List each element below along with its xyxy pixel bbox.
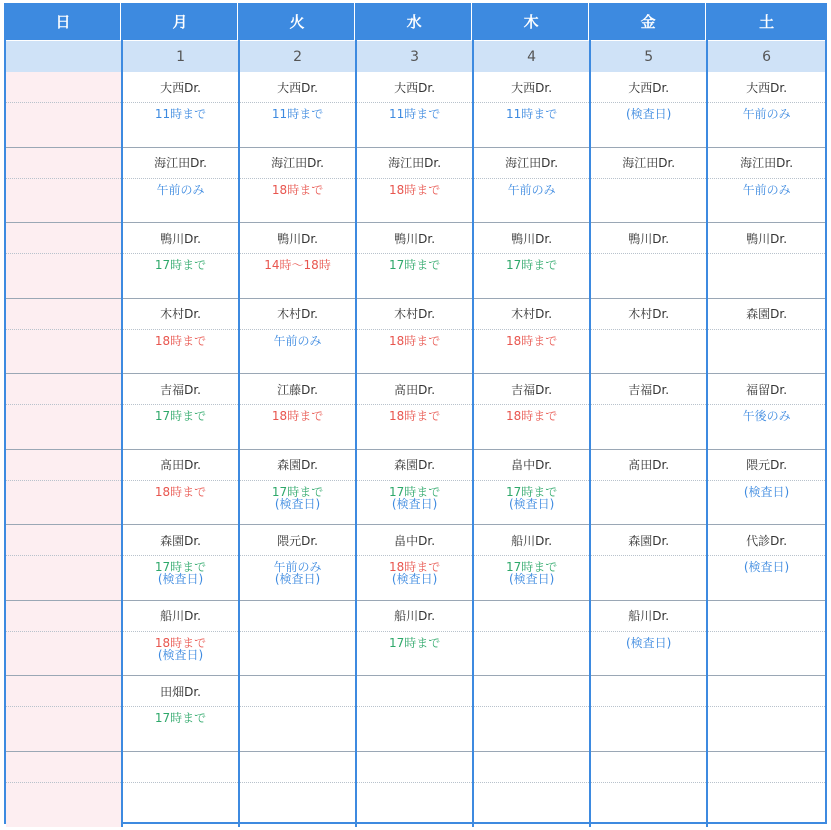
schedule-slot	[240, 752, 355, 828]
hours-note	[123, 103, 238, 120]
hours-note	[357, 481, 472, 510]
hours-note-line: 18時まで	[271, 409, 324, 423]
hours-note	[6, 556, 121, 561]
hours-note	[240, 179, 355, 196]
hours-note	[474, 707, 589, 712]
hours-note	[123, 707, 238, 724]
date-cell: 2	[240, 40, 355, 72]
hours-note-line: 14時〜18時	[264, 258, 331, 272]
doctor-name: 大西Dr.	[708, 72, 825, 103]
hours-note	[708, 103, 825, 120]
hours-note-line: 18時まで	[154, 635, 207, 650]
doctor-name: 鴨川Dr.	[474, 223, 589, 254]
doctor-name: 代診Dr.	[708, 525, 825, 556]
hours-note	[708, 632, 825, 637]
hours-note	[357, 254, 472, 271]
hours-note	[357, 632, 472, 649]
date-cell	[6, 40, 121, 72]
hours-note	[474, 405, 589, 422]
doctor-name: 大西Dr.	[240, 72, 355, 103]
date-cell: 6	[708, 40, 825, 72]
hours-note	[591, 481, 706, 486]
doctor-name	[123, 752, 238, 783]
day-header: 土	[708, 3, 825, 40]
hours-note-line: 午前のみ	[742, 182, 791, 197]
date-cell: 3	[357, 40, 472, 72]
schedule-slot	[708, 450, 825, 526]
schedule-slot	[123, 676, 238, 752]
schedule-slot	[474, 752, 589, 828]
schedule-slot	[474, 223, 589, 299]
hours-note	[591, 103, 706, 120]
schedule-slot	[474, 72, 589, 148]
schedule-slot	[591, 525, 706, 601]
schedule-slot	[474, 450, 589, 526]
schedule-slot	[591, 601, 706, 677]
hours-note	[240, 481, 355, 510]
hours-note-line: (検査日)	[274, 496, 321, 511]
schedule-slot	[591, 752, 706, 828]
hours-note	[474, 481, 589, 510]
schedule-slot	[240, 72, 355, 148]
schedule-slot	[708, 752, 825, 828]
hours-note	[591, 405, 706, 410]
hours-note	[474, 103, 589, 120]
hours-note-line: 午前のみ	[507, 182, 556, 197]
doctor-name: 田畑Dr.	[123, 676, 238, 707]
hours-note-line: 18時まで	[388, 560, 441, 574]
doctor-name	[6, 299, 121, 330]
schedule-slot	[357, 72, 472, 148]
hours-note	[591, 254, 706, 259]
hours-note	[6, 481, 121, 486]
hours-note-line: 午前のみ	[273, 333, 322, 348]
hours-note-line: 11時まで	[271, 107, 324, 121]
hours-note-line: 17時まで	[154, 409, 207, 423]
schedule-slot	[357, 374, 472, 450]
day-column	[708, 3, 825, 827]
hours-note	[6, 330, 121, 335]
hours-note	[123, 783, 238, 788]
doctor-name: 森園Dr.	[708, 299, 825, 330]
doctor-name: 江藤Dr.	[240, 374, 355, 405]
hours-note	[240, 103, 355, 120]
hours-note	[708, 556, 825, 573]
doctor-name: 鴨川Dr.	[357, 223, 472, 254]
doctor-name	[474, 676, 589, 707]
hours-note	[240, 707, 355, 712]
doctor-name	[6, 676, 121, 707]
hours-note-line: 17時まで	[154, 711, 207, 725]
hours-note	[357, 783, 472, 788]
doctor-name: 髙田Dr.	[591, 450, 706, 481]
schedule-slot	[357, 299, 472, 375]
doctor-name	[6, 148, 121, 179]
doctor-name	[240, 752, 355, 783]
hours-note	[123, 254, 238, 271]
hours-note-line: (検査日)	[157, 572, 204, 586]
schedule-slot	[240, 525, 355, 601]
hours-note	[240, 330, 355, 347]
schedule-slot	[240, 148, 355, 224]
hours-note-line: 17時まで	[505, 484, 558, 499]
hours-note-line: (検査日)	[157, 647, 204, 662]
hours-note-line: 18時まで	[154, 333, 207, 348]
doctor-name	[357, 752, 472, 783]
day-header: 月	[123, 3, 238, 40]
schedule-slot	[6, 525, 121, 601]
hours-note-line: 11時まで	[154, 107, 207, 121]
doctor-name: 海江田Dr.	[123, 148, 238, 179]
schedule-slot	[474, 676, 589, 752]
hours-note-line: 18時まで	[505, 333, 558, 348]
schedule-slot	[6, 299, 121, 375]
doctor-name: 木村Dr.	[123, 299, 238, 330]
schedule-slot	[6, 601, 121, 677]
doctor-name: 鴨川Dr.	[708, 223, 825, 254]
schedule-slot	[240, 676, 355, 752]
schedule-slot	[6, 72, 121, 148]
doctor-name	[240, 676, 355, 707]
schedule-slot	[240, 374, 355, 450]
hours-note	[474, 179, 589, 196]
schedule-grid	[4, 3, 827, 824]
doctor-name: 海江田Dr.	[357, 148, 472, 179]
schedule-slot	[357, 525, 472, 601]
schedule-slot	[123, 450, 238, 526]
hours-note	[357, 330, 472, 347]
hours-note-line: (検査日)	[743, 484, 790, 499]
doctor-name	[240, 601, 355, 632]
schedule-slot	[357, 450, 472, 526]
hours-note-line: (検査日)	[391, 496, 438, 511]
doctor-name	[6, 223, 121, 254]
day-column	[6, 3, 123, 827]
schedule-slot	[591, 374, 706, 450]
hours-note	[708, 330, 825, 335]
day-header: 日	[6, 3, 121, 40]
day-header: 火	[240, 3, 355, 40]
schedule-slot	[123, 72, 238, 148]
doctor-name: 森園Dr.	[123, 525, 238, 556]
doctor-name	[6, 601, 121, 632]
schedule-slot	[6, 752, 121, 828]
hours-note-line: (検査日)	[508, 572, 555, 586]
schedule-slot	[591, 450, 706, 526]
doctor-name: 森園Dr.	[591, 525, 706, 556]
hours-note	[123, 179, 238, 196]
hours-note	[708, 783, 825, 788]
hours-note	[708, 481, 825, 498]
doctor-name	[6, 72, 121, 103]
schedule-slot	[123, 223, 238, 299]
doctor-name: 鴨川Dr.	[240, 223, 355, 254]
doctor-name: 船川Dr.	[357, 601, 472, 632]
hours-note-line: 17時まで	[388, 258, 441, 272]
hours-note	[591, 632, 706, 649]
hours-note	[123, 481, 238, 498]
schedule-slot	[474, 299, 589, 375]
hours-note-line: (検査日)	[625, 107, 672, 121]
hours-note-line: 18時まで	[271, 182, 324, 197]
hours-note	[123, 330, 238, 347]
doctor-name: 隈元Dr.	[240, 525, 355, 556]
doctor-name	[6, 525, 121, 556]
hours-note	[240, 556, 355, 585]
hours-note	[240, 254, 355, 271]
hours-note-line: 17時まで	[505, 258, 558, 272]
hours-note	[240, 405, 355, 422]
hours-note	[591, 783, 706, 788]
hours-note-line: (検査日)	[508, 496, 555, 511]
hours-note-line: (検査日)	[743, 560, 790, 574]
doctor-name: 海江田Dr.	[591, 148, 706, 179]
date-cell: 4	[474, 40, 589, 72]
day-header: 金	[591, 3, 706, 40]
doctor-name: 隈元Dr.	[708, 450, 825, 481]
hours-note	[123, 556, 238, 585]
hours-note	[591, 556, 706, 561]
hours-note	[474, 783, 589, 788]
day-column	[240, 3, 357, 827]
hours-note-line: 17時まで	[154, 258, 207, 272]
doctor-name: 大西Dr.	[474, 72, 589, 103]
hours-note	[708, 179, 825, 196]
schedule-slot	[708, 601, 825, 677]
doctor-name	[591, 676, 706, 707]
doctor-name	[708, 676, 825, 707]
hours-note-line: 11時まで	[505, 107, 558, 121]
hours-note-line: (検査日)	[274, 572, 321, 586]
schedule-slot	[240, 601, 355, 677]
day-column	[123, 3, 240, 827]
schedule-slot	[708, 72, 825, 148]
hours-note	[474, 254, 589, 271]
day-column	[357, 3, 474, 827]
doctor-name: 海江田Dr.	[474, 148, 589, 179]
hours-note	[6, 254, 121, 259]
hours-note	[357, 179, 472, 196]
doctor-name	[357, 676, 472, 707]
schedule-slot	[6, 148, 121, 224]
doctor-name	[708, 601, 825, 632]
doctor-name: 海江田Dr.	[708, 148, 825, 179]
day-header: 水	[357, 3, 472, 40]
hours-note-line: 17時まで	[388, 484, 441, 499]
hours-note	[6, 783, 121, 788]
hours-note	[591, 330, 706, 335]
hours-note-line: 18時まで	[388, 333, 441, 348]
hours-note-line: 午後のみ	[742, 409, 791, 423]
schedule-slot	[123, 601, 238, 677]
schedule-slot	[474, 525, 589, 601]
hours-note	[6, 632, 121, 637]
hours-note	[240, 632, 355, 637]
hours-note-line: 17時まで	[271, 484, 324, 499]
doctor-name: 鴨川Dr.	[123, 223, 238, 254]
hours-note-line: 17時まで	[505, 560, 558, 574]
doctor-name: 木村Dr.	[357, 299, 472, 330]
hours-note-line: 午前のみ	[156, 182, 205, 197]
doctor-name: 吉福Dr.	[474, 374, 589, 405]
hours-note-line: (検査日)	[391, 572, 438, 586]
date-cell: 1	[123, 40, 238, 72]
doctor-name: 船川Dr.	[123, 601, 238, 632]
schedule-slot	[357, 676, 472, 752]
hours-note-line: 午前のみ	[273, 560, 322, 574]
doctor-name	[6, 450, 121, 481]
hours-note	[6, 179, 121, 184]
date-cell: 5	[591, 40, 706, 72]
schedule-slot	[6, 676, 121, 752]
schedule-slot	[708, 676, 825, 752]
doctor-name: 大西Dr.	[357, 72, 472, 103]
hours-note	[240, 783, 355, 788]
doctor-name: 木村Dr.	[474, 299, 589, 330]
doctor-name	[6, 374, 121, 405]
schedule-slot	[708, 374, 825, 450]
hours-note	[6, 103, 121, 108]
day-column	[591, 3, 708, 827]
schedule-slot	[591, 299, 706, 375]
doctor-name: 畠中Dr.	[357, 525, 472, 556]
schedule-slot	[123, 374, 238, 450]
schedule-slot	[474, 374, 589, 450]
doctor-name: 鴨川Dr.	[591, 223, 706, 254]
doctor-name: 木村Dr.	[591, 299, 706, 330]
doctor-name: 大西Dr.	[123, 72, 238, 103]
hours-note	[708, 254, 825, 259]
schedule-slot	[6, 223, 121, 299]
schedule-slot	[591, 676, 706, 752]
hours-note-line: 11時まで	[388, 107, 441, 121]
schedule-slot	[123, 525, 238, 601]
hours-note	[708, 405, 825, 422]
schedule-slot	[240, 450, 355, 526]
hours-note	[591, 707, 706, 712]
schedule-slot	[240, 299, 355, 375]
hours-note-line: (検査日)	[625, 635, 672, 650]
schedule-slot	[708, 299, 825, 375]
doctor-name: 森園Dr.	[240, 450, 355, 481]
doctor-name: 大西Dr.	[591, 72, 706, 103]
schedule-slot	[591, 148, 706, 224]
hours-note	[6, 707, 121, 712]
schedule-slot	[474, 601, 589, 677]
doctor-name: 福留Dr.	[708, 374, 825, 405]
schedule-slot	[123, 148, 238, 224]
schedule-slot	[474, 148, 589, 224]
hours-note	[474, 632, 589, 637]
doctor-name: 船川Dr.	[474, 525, 589, 556]
schedule-slot	[591, 72, 706, 148]
hours-note-line: 18時まで	[154, 484, 207, 499]
doctor-name	[708, 752, 825, 783]
schedule-slot	[123, 299, 238, 375]
hours-note-line: 18時まで	[388, 409, 441, 423]
schedule-slot	[357, 752, 472, 828]
schedule-slot	[708, 223, 825, 299]
doctor-name: 木村Dr.	[240, 299, 355, 330]
hours-note-line: 午前のみ	[742, 107, 791, 121]
doctor-name: 海江田Dr.	[240, 148, 355, 179]
doctor-name: 船川Dr.	[591, 601, 706, 632]
schedule-slot	[123, 752, 238, 828]
doctor-name: 森園Dr.	[357, 450, 472, 481]
hours-note	[123, 405, 238, 422]
day-column	[474, 3, 591, 827]
doctor-name: 髙田Dr.	[123, 450, 238, 481]
hours-note	[357, 103, 472, 120]
hours-note	[474, 330, 589, 347]
hours-note-line: 18時まで	[388, 182, 441, 197]
schedule-slot	[6, 374, 121, 450]
doctor-name: 髙田Dr.	[357, 374, 472, 405]
hours-note-line: 17時まで	[388, 635, 441, 650]
schedule-slot	[591, 223, 706, 299]
schedule-slot	[240, 223, 355, 299]
hours-note	[123, 632, 238, 661]
doctor-name	[474, 601, 589, 632]
day-header: 木	[474, 3, 589, 40]
doctor-name	[591, 752, 706, 783]
doctor-name	[6, 752, 121, 783]
doctor-name	[474, 752, 589, 783]
hours-note	[6, 405, 121, 410]
hours-note	[591, 179, 706, 184]
schedule-slot	[357, 148, 472, 224]
hours-note	[708, 707, 825, 712]
schedule-slot	[708, 148, 825, 224]
schedule-slot	[6, 450, 121, 526]
hours-note	[357, 556, 472, 585]
hours-note-line: 18時まで	[505, 409, 558, 423]
schedule-slot	[357, 223, 472, 299]
hours-note	[474, 556, 589, 585]
doctor-name: 畠中Dr.	[474, 450, 589, 481]
doctor-name: 吉福Dr.	[591, 374, 706, 405]
hours-note	[357, 707, 472, 712]
hours-note-line: 17時まで	[154, 560, 207, 574]
schedule-slot	[708, 525, 825, 601]
schedule-slot	[357, 601, 472, 677]
hours-note	[357, 405, 472, 422]
doctor-name: 吉福Dr.	[123, 374, 238, 405]
